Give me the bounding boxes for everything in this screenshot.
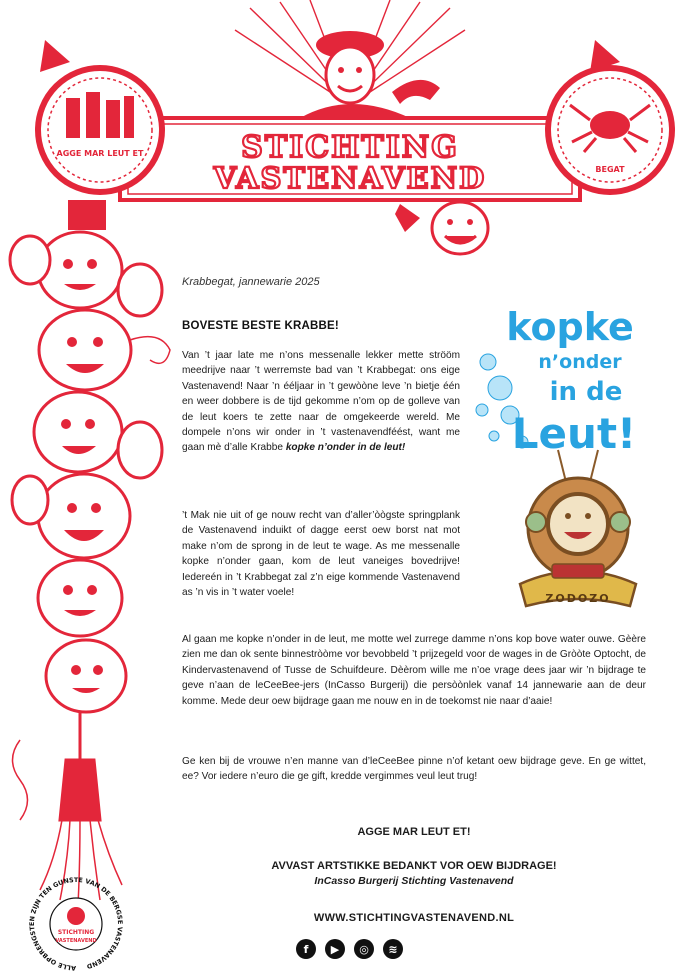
facebook-icon[interactable]: f: [296, 939, 316, 959]
youtube-icon[interactable]: ▶: [325, 939, 345, 959]
signature: InCasso Burgerij Stichting Vastenavend: [314, 875, 514, 887]
logo-line3: in de: [549, 377, 623, 407]
logo-line4: Leut!: [511, 409, 637, 458]
left-medallion-text: AGGE MAR LEUT ET: [56, 149, 144, 158]
closing-slogan: AGGE MAR LEUT ET!: [357, 826, 471, 838]
social-links: [296, 939, 403, 959]
spotify-icon[interactable]: ≋: [383, 939, 403, 959]
jester-figure: [300, 31, 440, 128]
greeting: BOVESTE BESTE KRABBE!: [182, 320, 339, 332]
dateline: Krabbegat, jannewarie 2025: [182, 276, 320, 288]
grinning-face: [395, 202, 488, 254]
diving-helmet-illustration: [520, 450, 636, 606]
proceeds-stamp: [20, 870, 132, 978]
instagram-icon[interactable]: ◎: [354, 939, 374, 959]
helmet-plate-text: ZODOZO: [545, 592, 611, 605]
stamp-ring-text: ALLE OPBRENGSTEN ZIJN TEN GUNSTE VAN DE BERGSE VASTENAVEND: [28, 875, 125, 973]
stamp-center-bottom: VASTENAVEND: [55, 938, 97, 944]
paragraph-4: Ge ken bij de vrouwe n’en manne van d’leCeeBee pinne n’of ketant oew bijdrage geve. En ge wittet, ee? Vor iedere n’euro die ge gift, kredde vergimmes veul leut trug!: [182, 756, 646, 783]
closing-thanks: AVVAST ARTSTIKKE BEDANKT VOR OEW BIJDRAGE!: [271, 860, 557, 872]
paragraph-1: [182, 348, 460, 456]
stamp-jester-icon: [67, 907, 85, 925]
right-medallion-text: BEGAT: [595, 165, 625, 174]
logo-line2: n’onder: [538, 351, 622, 373]
banner-pillar: [68, 200, 106, 230]
paragraph-1-text: Van ’t jaar late me n’ons messenalle lekker mette strööm meedrijve naar ’t werremste bad van ’t Krabbegat: ons eige Vastenavend! Naar ’n ééljaar in ’t gewòòne leve ’n bietje één en weer dobbere is de tijd gekomme n’om op de golleve van de leut koers te zette naar de omgekeerde wereld. Me dompele n’ons wir onder in ’t vastenavendféést, want me gaan mè d’alle Krabbe: [182, 350, 460, 454]
left-medallion: [38, 40, 162, 192]
stamp-center-top: STICHTING: [57, 929, 95, 936]
broom-tassel: [60, 712, 100, 820]
paragraph-1-emphasis: kopke n’onder in de leut!: [285, 442, 406, 454]
paragraph-2: ’t Mak nie uit of ge nouw recht van d’aller’òògste springplank de Vastenavend induikt of dagge eerst oew borst nat mot make n’om de sprong in de leut te wage. As me messenalle kopke n’onder gaan, kom de leut vaneiges bovedrijve! Iedereén in ’t Krabbegat zal z’n eige kommende Vastenavend as ’n vis in ’t water voele!: [182, 510, 460, 599]
website-link[interactable]: WWW.STICHTINGVASTENAVEND.NL: [313, 912, 515, 924]
left-border-illustration: [0, 200, 175, 980]
logo-line1: kopke: [506, 305, 634, 349]
paragraph-3: Al gaan me kopke n’onder in de leut, me motte wel zurrege damme n’ons kop bove water ouwe. Gèère zien me dan ok sente binnestròòme vor bevobbeld ’t prijzegeld voor de wages in de Gròòte Optocht, de Kindervastenavend of Tusse de Schuifdeure. Dèèrom wille me n’oe vrage dees jaar wir ’n bijdrage te geve n’aan de leCeeBee-jers (InCasso Burgerij) die persòònlek vanaf 14 jannewarie aan de deur komme. Mede deur oew bijdrage gaan me nouw en in de toekomst nie naar d’aaie!: [182, 634, 646, 707]
campaign-logo: [470, 300, 670, 630]
title-line2: VASTENAVEND: [213, 161, 487, 195]
title-line1: STICHTING: [241, 130, 459, 165]
stacked-faces: [10, 232, 162, 712]
